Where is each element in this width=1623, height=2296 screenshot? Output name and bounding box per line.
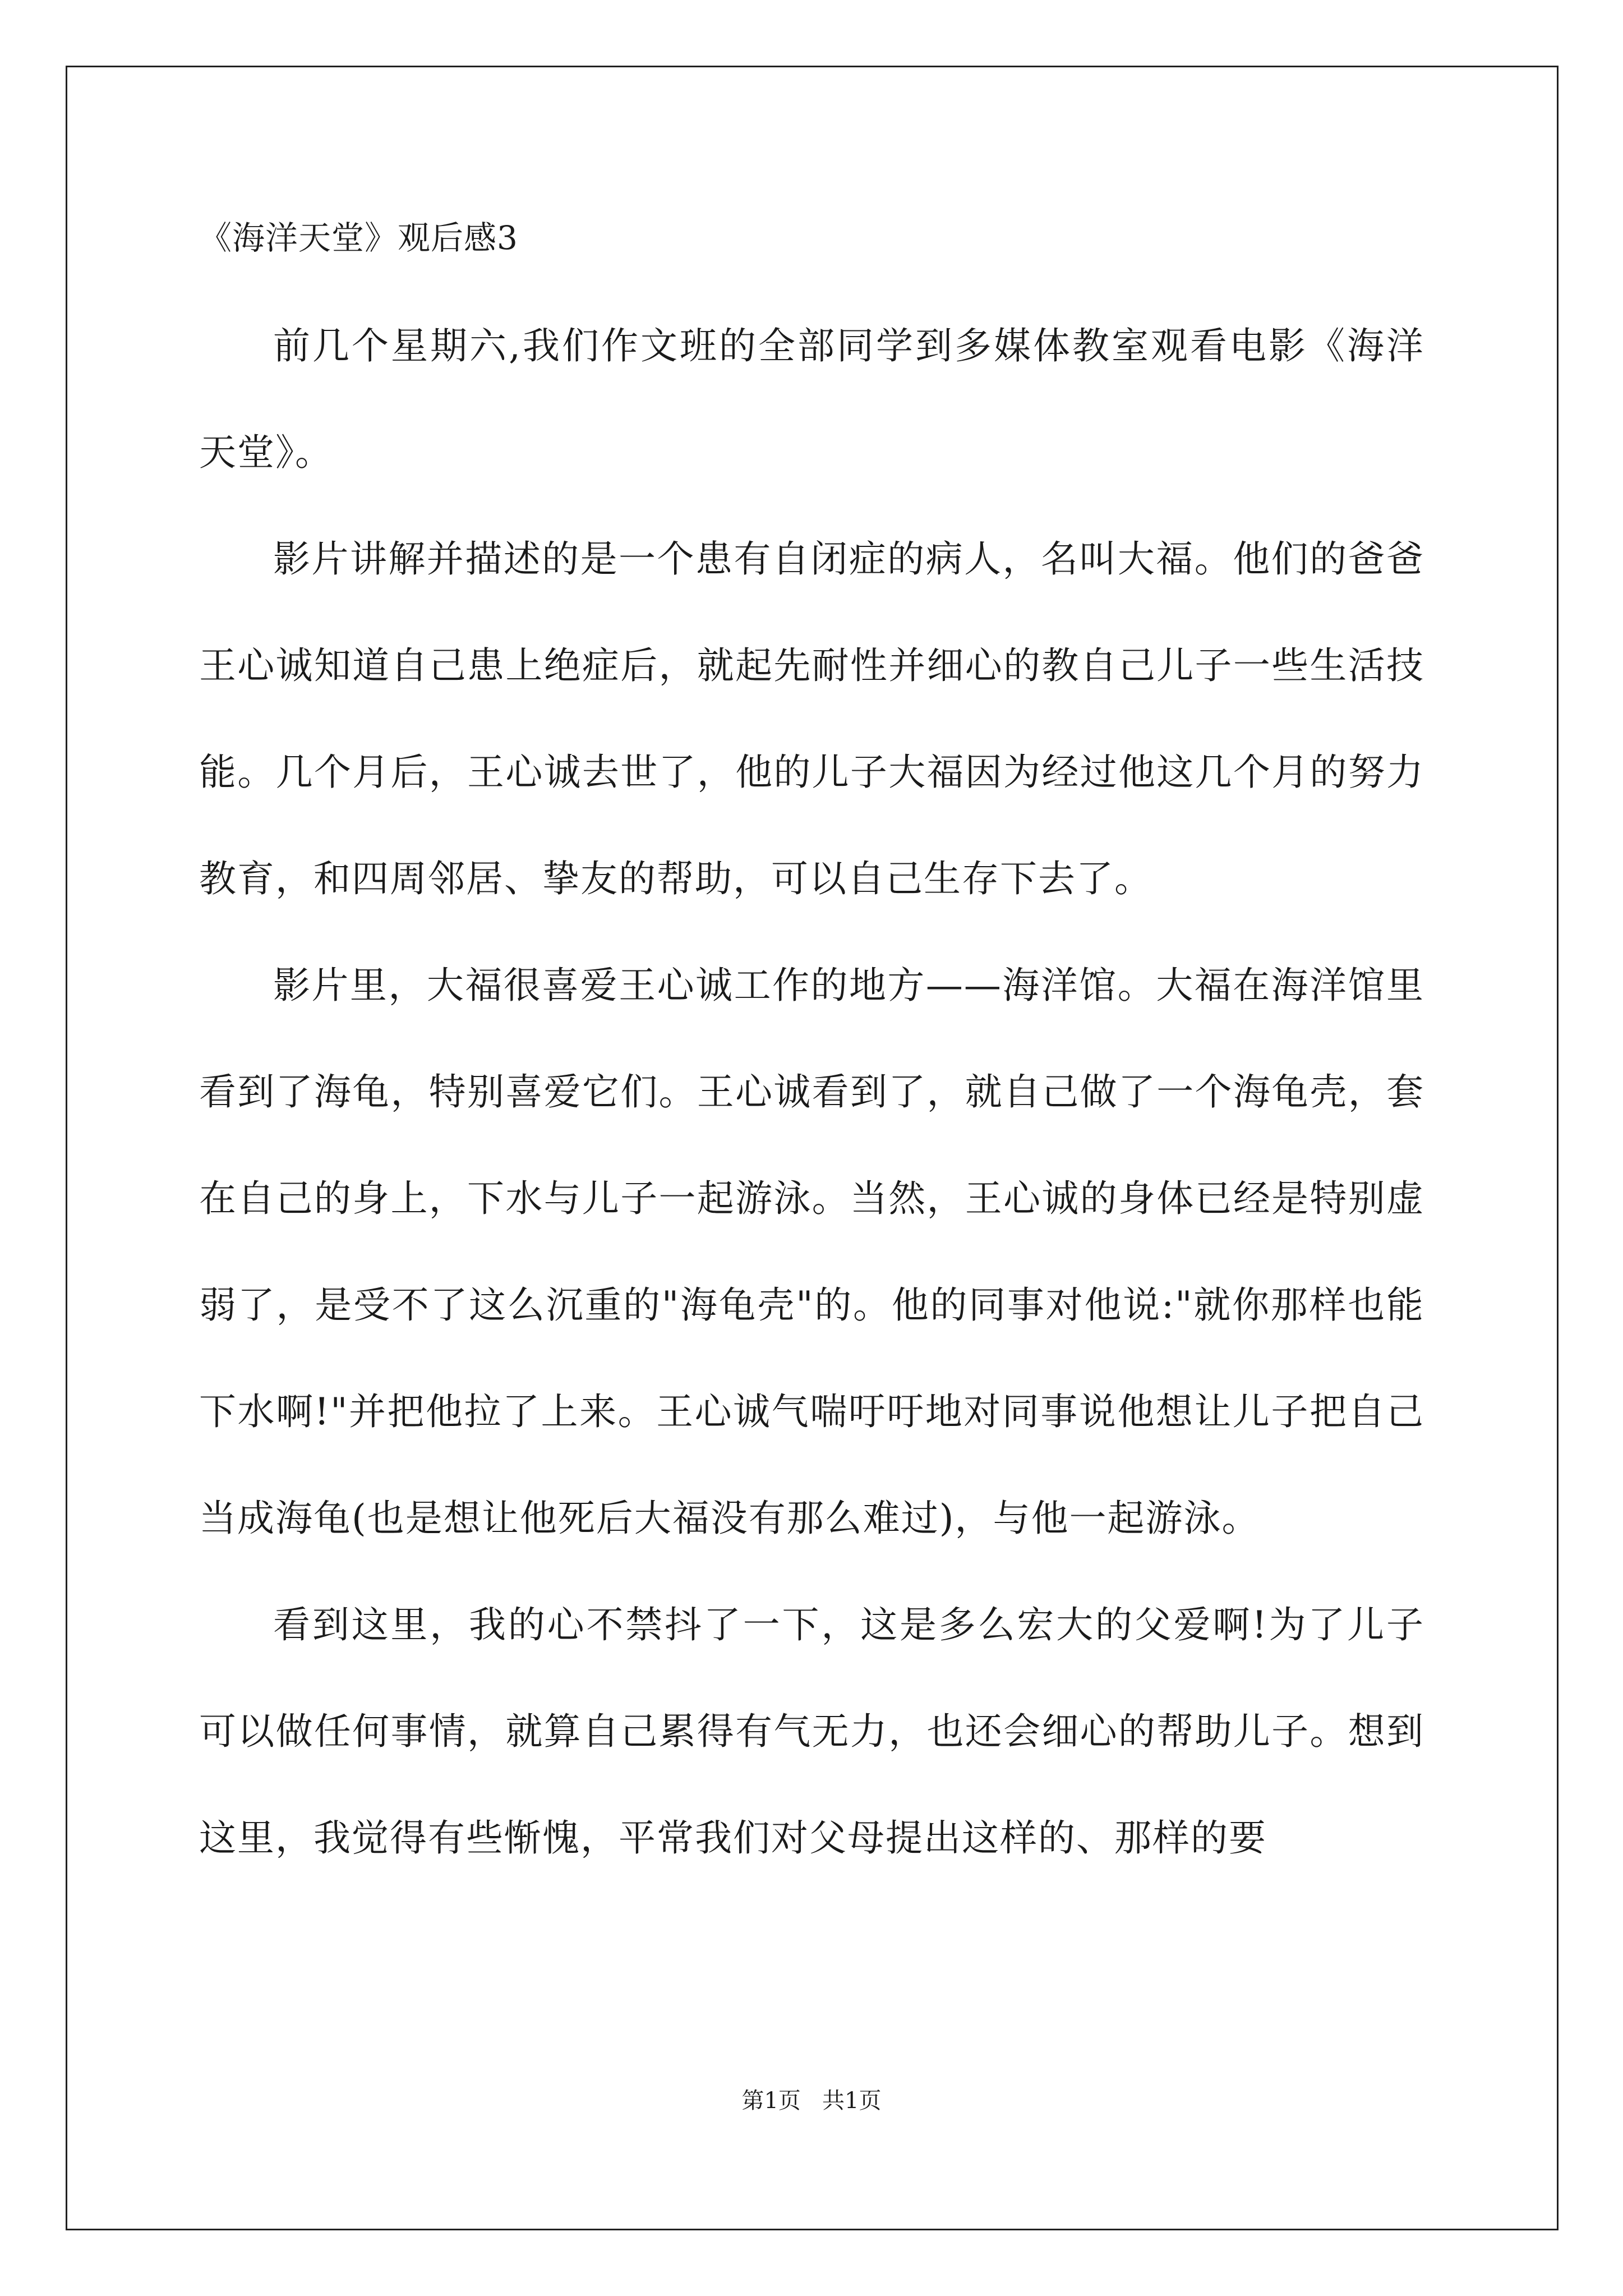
page-footer: 第1页 共1页	[741, 2088, 882, 2114]
document-body	[199, 218, 1424, 1892]
paragraph-1: 前几个星期六,我们作文班的全部同学到多媒体教室观看电影《海洋天堂》。	[199, 324, 1424, 474]
paragraph-4: 看到这里，我的心不禁抖了一下，这是多么宏大的父爱啊!为了儿子可以做任何事情，就算自己累得有气无力，也还会细心的帮助儿子。想到这里，我觉得有些惭愧，平常我们对父母提出这样的、那样的要	[199, 1603, 1424, 1860]
paragraph-3: 影片里，大福很喜爱王心诚工作的地方——海洋馆。大福在海洋馆里看到了海龟，特别喜爱它们。王心诚看到了，就自己做了一个海龟壳，套在自己的身上，下水与儿子一起游泳。当然，王心诚的身体已经是特别虚弱了，是受不了这么沉重的"海龟壳"的。他的同事对他说:"就你那样也能下水啊!"并把他拉了上来。王心诚气喘吁吁地对同事说他想让儿子把自己当成海龟(也是想让他死后大福没有那么难过)，与他一起游泳。	[199, 964, 1424, 1540]
paragraph-2: 影片讲解并描述的是一个患有自闭症的病人，名叫大福。他们的爸爸王心诚知道自己患上绝症后，就起先耐性并细心的教自己儿子一些生活技能。几个月后，王心诚去世了，他的儿子大福因为经过他这几个月的努力教育，和四周邻居、挚友的帮助，可以自己生存下去了。	[199, 537, 1424, 900]
document-title: 《海洋天堂》观后感3	[199, 219, 518, 257]
